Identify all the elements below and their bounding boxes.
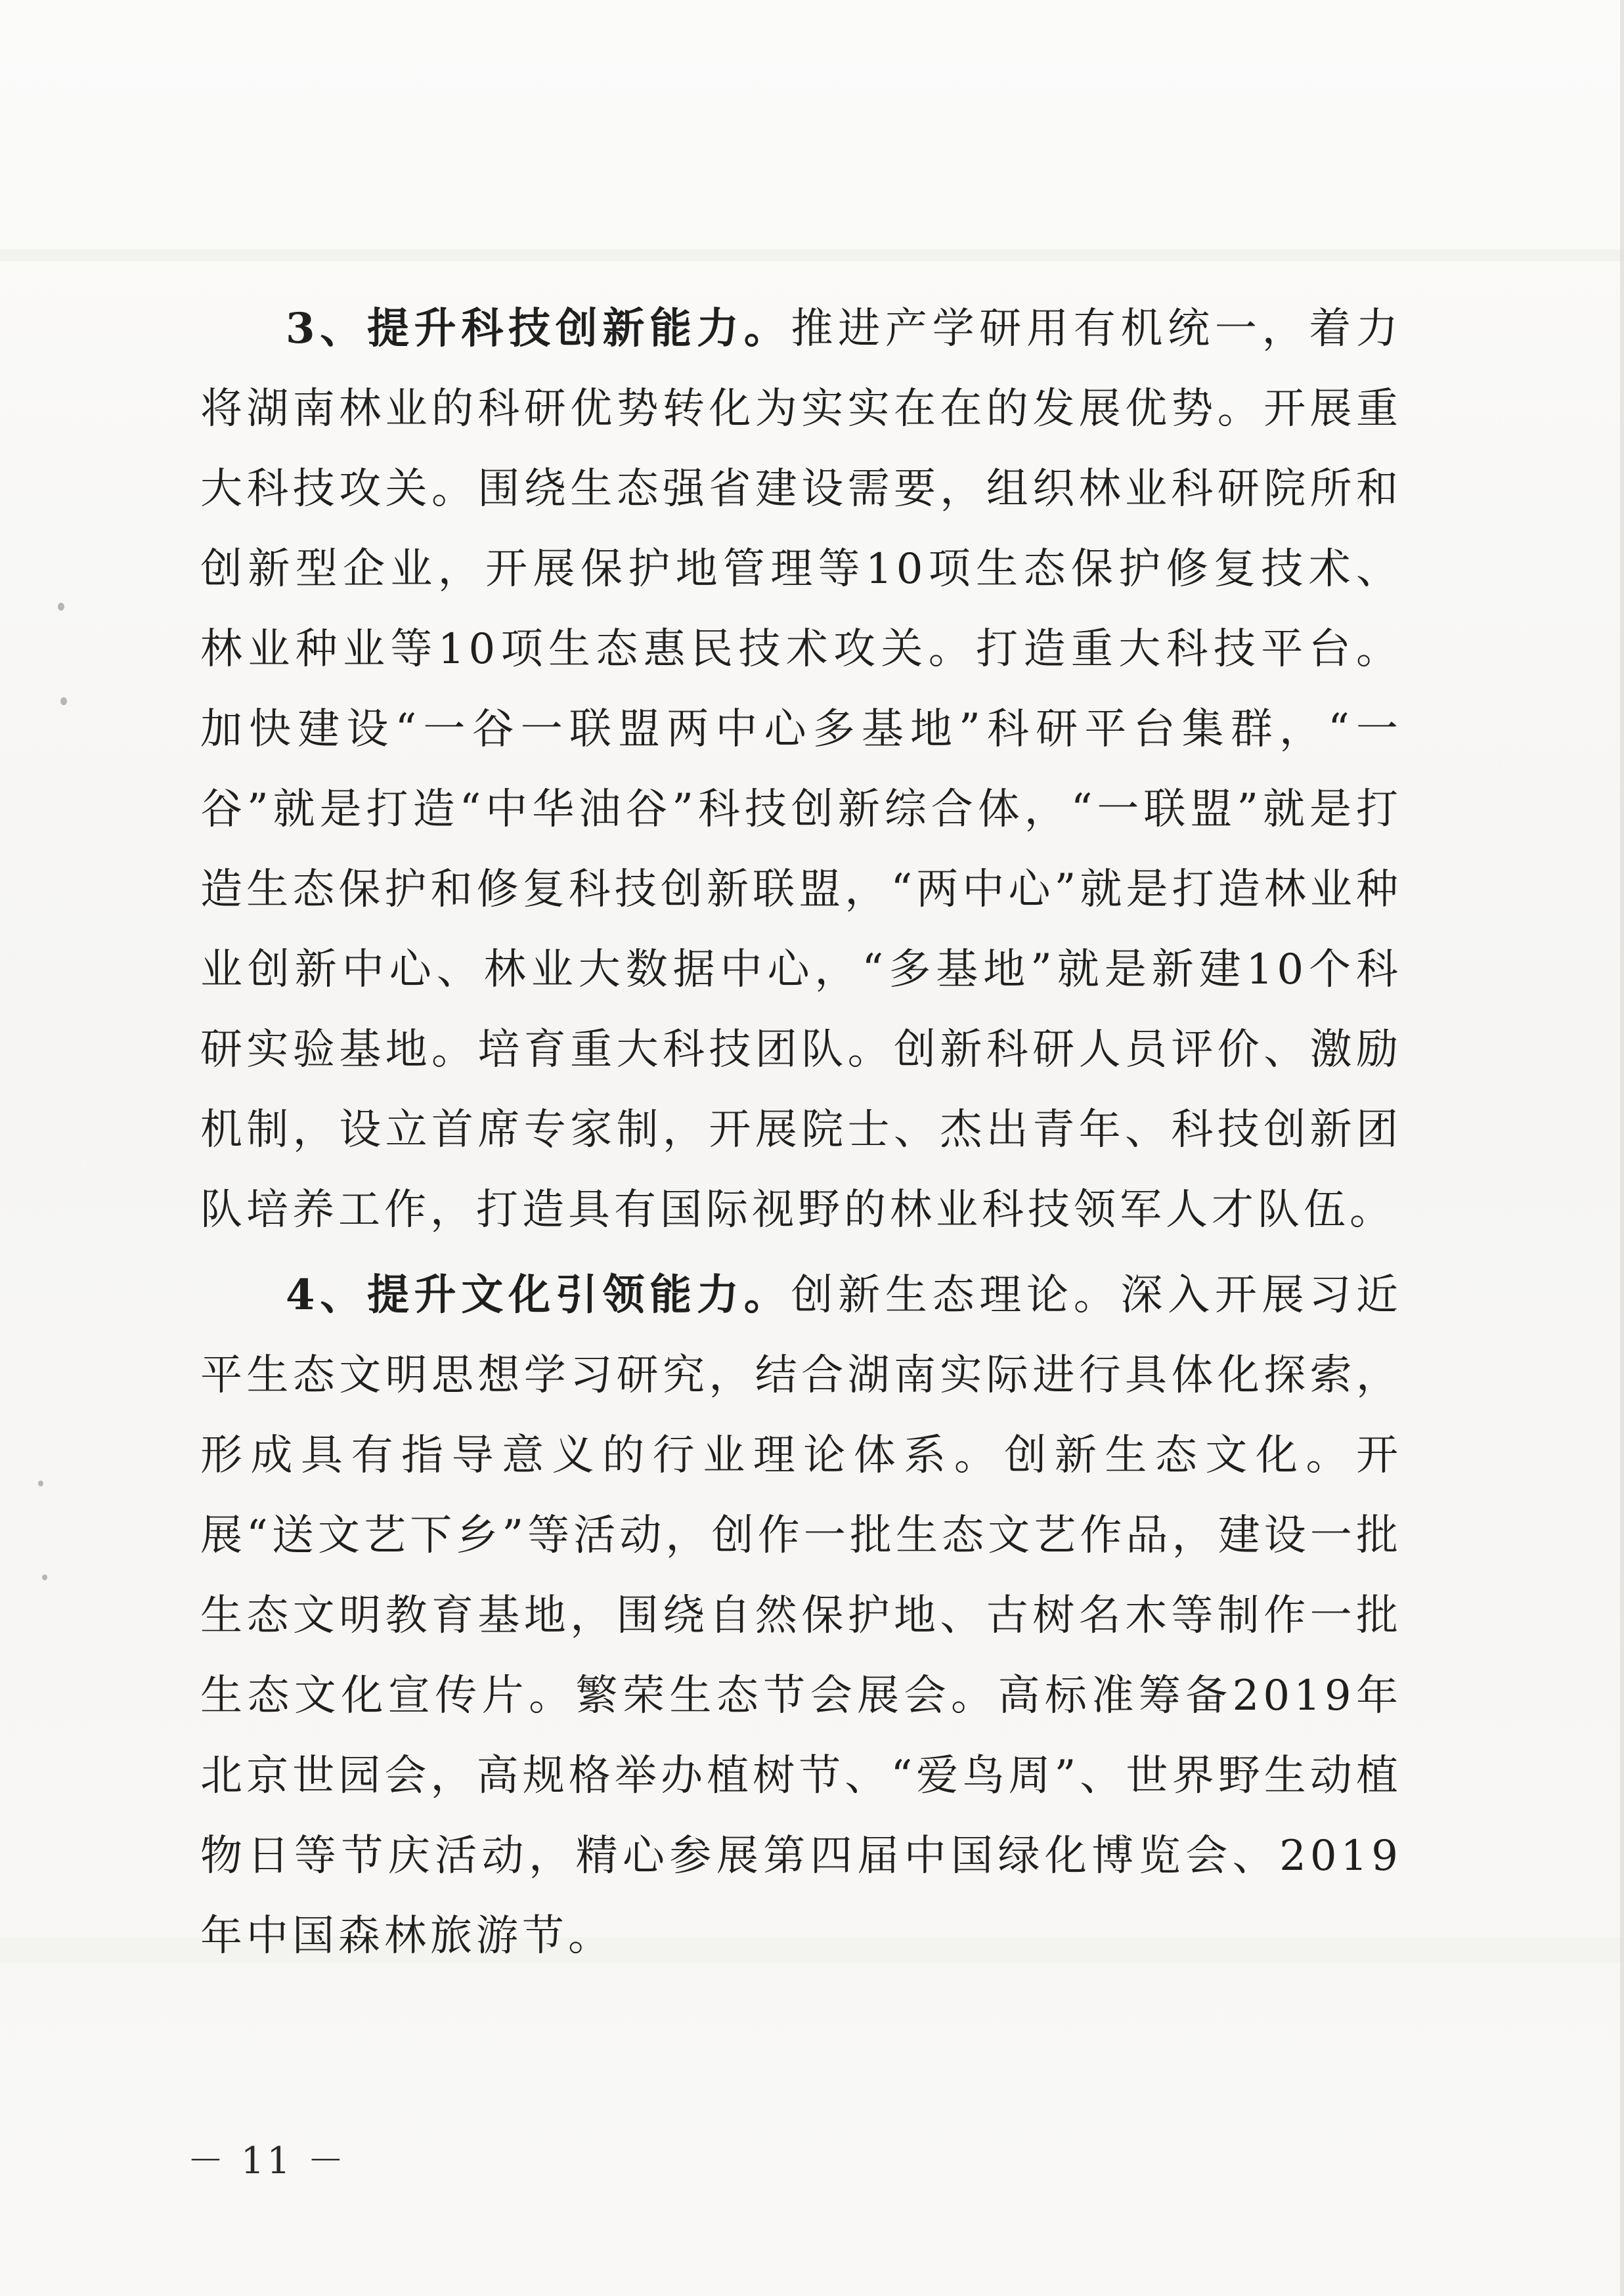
page-number: － 11 － — [187, 2140, 347, 2182]
paragraph-culture-leadership — [200, 1255, 1402, 1976]
paragraph-text: 推进产学研用有机统一，着力将湖南林业的科研优势转化为实实在在的发展优势。开展重大科技攻关。围绕生态强省建设需要，组织林业科研院所和创新型企业，开展保护地管理等10项生态保护修复技术、林业种业等10项生态惠民技术攻关。打造重大科技平台。加快建设“一谷一联盟两中心多基地”科研平台集群，“一谷”就是打造“中华油谷”科技创新综合体，“一联盟”就是打造生态保护和修复科技创新联盟，“两中心”就是打造林业种业创新中心、林业大数据中心，“多基地”就是新建10个科研实验基地。培育重大科技团队。创新科研人员评价、激励机制，设立首席专家制，开展院士、杰出青年、科技创新团队培养工作，打造具有国际视野的林业科技领军人才队伍。 — [200, 305, 1403, 1234]
document-body — [200, 289, 1402, 1982]
paragraph-text: 创新生态理论。深入开展习近平生态文明思想学习研究，结合湖南实际进行具体化探索，形成具有指导意义的行业理论体系。创新生态文化。开展“送文艺下乡”等活动，创作一批生态文艺作品，建设一批生态文明教育基地，围绕自然保护地、古树名木等制作一批生态文化宣传片。繁荣生态节会展会。高标准筹备2019年北京世园会，高规格举办植树节、“爱鸟周”、世界野生动植物日等节庆活动，精心参展第四届中国绿化博览会、2019年中国森林旅游节。 — [200, 1271, 1403, 1960]
paragraph-heading: 3、提升科技创新能力。 — [286, 304, 791, 353]
scan-speck — [60, 697, 67, 705]
scan-speck — [42, 1574, 47, 1580]
scan-speck — [58, 603, 64, 611]
paragraph-heading: 4、提升文化引领能力。 — [286, 1270, 791, 1320]
scan-speck — [38, 1481, 43, 1486]
page-edge-shadow — [1620, 0, 1624, 2296]
scan-shadow-band — [0, 249, 1624, 261]
paragraph-science-innovation — [200, 289, 1402, 1250]
